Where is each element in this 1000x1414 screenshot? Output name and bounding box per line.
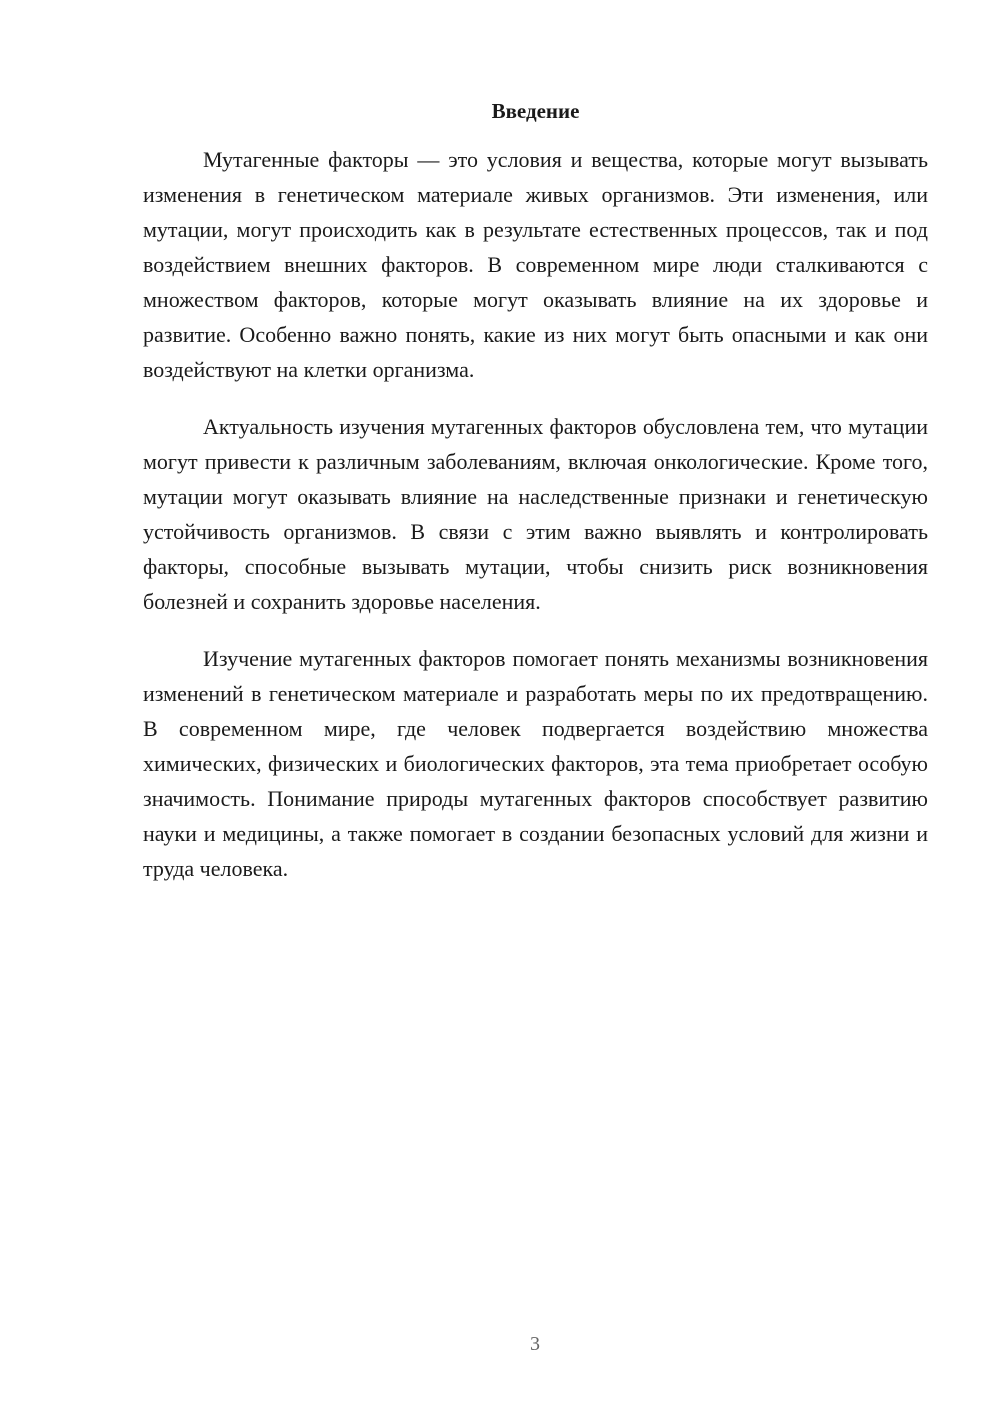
paragraph-1: Мутагенные факторы — это условия и вещества, которые могут вызывать изменения в генетическом материале живых организмов. Эти изменения, или мутации, могут происходить как в результате естественных процессов, так и под воздействием внешних факторов. В современном мире люди сталкиваются с множеством факторов, которые могут оказывать влияние на их здоровье и развитие. Особенно важно понять, какие из них могут быть опасными и как они воздействуют на клетки организма. <box>143 147 928 382</box>
page-content <box>143 96 928 886</box>
page-number: 3 <box>530 1333 540 1355</box>
paragraph-3: Изучение мутагенных факторов помогает понять механизмы возникновения изменений в генетическом материале и разработать меры по их предотвращению. В современном мире, где человек подвергается воздействию множества химических, физических и биологических факторов, эта тема приобретает особую значимость. Понимание природы мутагенных факторов способствует развитию науки и медицины, а также помогает в создании безопасных условий для жизни и труда человека. <box>143 646 928 881</box>
section-heading: Введение <box>491 99 580 123</box>
paragraph-2: Актуальность изучения мутагенных факторов обусловлена тем, что мутации могут привести к различным заболеваниям, включая онкологические. Кроме того, мутации могут оказывать влияние на наследственные признаки и генетическую устойчивость организмов. В связи с этим важно выявлять и контролировать факторы, способные вызывать мутации, чтобы снизить риск возникновения болезней и сохранить здоровье населения. <box>143 414 928 614</box>
